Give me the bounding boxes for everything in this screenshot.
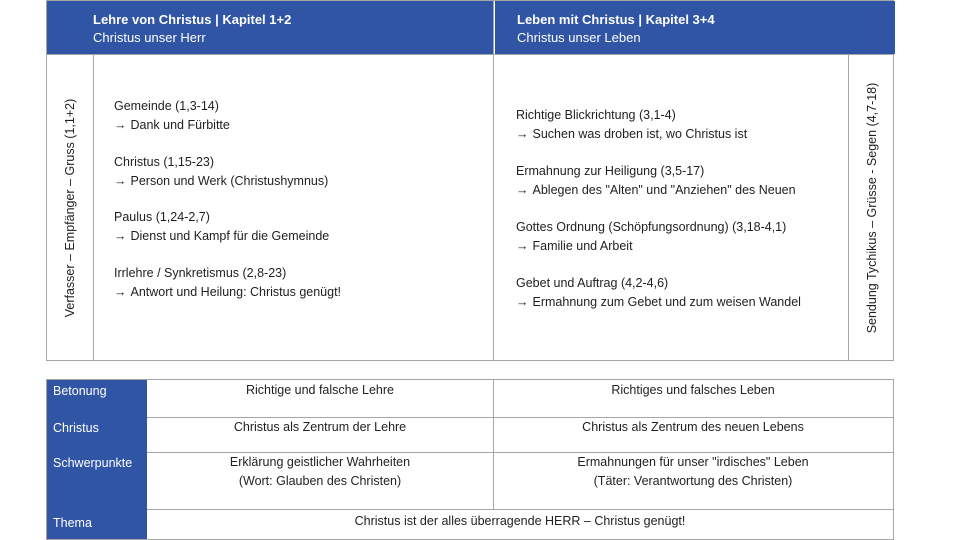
cell-betonung-left: Richtige und falsche Lehre [245,383,394,397]
section-title: Gebet und Auftrag (4,2-4,6) [516,276,669,290]
header-divider [47,54,893,55]
left-section-paulus [114,208,329,246]
left-section-irrlehre [114,264,341,302]
left-section-christus [114,153,328,191]
cell-line: Erklärung geistlicher Wahrheiten [229,455,411,469]
section-title: Gemeinde (1,3-14) [114,99,219,113]
header-right-title: Leben mit Christus | Kapitel 3+4 [517,12,715,27]
row-label-thema: Thema [47,509,147,539]
header-left [47,1,494,54]
side-label-right: Sendung Tychikus – Grüsse - Segen (4,7-18) [865,82,879,334]
arrow-right-icon: → [114,285,127,299]
cell-christus-right: Christus als Zentrum des neuen Lebens [582,420,804,434]
section-detail: → Person und Werk (Christushymnus) [114,174,329,188]
cell-schwerpunkte-right [493,453,893,491]
arrow-right-icon: → [516,183,529,197]
section-title: Ermahnung zur Heiligung (3,5-17) [516,164,705,178]
summary-row-divider [147,509,893,510]
row-label-betonung: Betonung [47,380,147,417]
cell-christus-left: Christus als Zentrum der Lehre [233,420,407,434]
overview-table [46,0,894,361]
header-left-title: Lehre von Christus | Kapitel 1+2 [93,12,292,27]
arrow-right-icon: → [516,295,529,309]
section-title: Christus (1,15-23) [114,155,215,169]
summary-table [46,379,894,540]
right-section-heiligung [516,162,796,200]
right-section-blickrichtung [516,106,747,144]
section-detail: → Familie und Arbeit [516,239,633,253]
row-label-christus: Christus [47,417,147,452]
section-detail: → Suchen was droben ist, wo Christus ist [516,127,748,141]
section-detail: → Antwort und Heilung: Christus genügt! [114,285,342,299]
divider-left-column [93,54,94,360]
cell-line: (Wort: Glauben des Christen) [238,474,402,488]
header-right-subtitle: Christus unser Leben [517,30,641,45]
cell-line: Ermahnungen für unser "irdisches" Leben [577,455,809,469]
section-detail: → Dank und Fürbitte [114,118,230,132]
cell-line: (Täter: Verantwortung des Christen) [593,474,793,488]
header-left-subtitle: Christus unser Herr [93,30,206,45]
right-section-ordnung [516,218,786,256]
arrow-right-icon: → [114,229,127,243]
cell-thema: Christus ist der alles überragende HERR – Christus genügt! [354,514,686,528]
section-detail: → Ermahnung zum Gebet und zum weisen Wandel [516,295,801,309]
section-detail: → Ablegen des "Alten" und "Anziehen" des Neuen [516,183,796,197]
section-title: Paulus (1,24-2,7) [114,210,210,224]
arrow-right-icon: → [516,239,529,253]
arrow-right-icon: → [516,127,529,141]
cell-betonung-right: Richtiges und falsches Leben [611,383,775,397]
section-title: Irrlehre / Synkretismus (2,8-23) [114,266,287,280]
right-section-gebet [516,274,801,312]
cell-schwerpunkte-left [147,453,493,491]
arrow-right-icon: → [114,174,127,188]
header-right [494,1,895,54]
left-section-gemeinde [114,97,230,135]
divider-right-column [848,54,849,360]
section-title: Gottes Ordnung (Schöpfungsordnung) (3,18-4,1) [516,220,787,234]
arrow-right-icon: → [114,118,127,132]
side-label-left: Verfasser – Empfänger – Gruss (1,1+2) [63,98,77,318]
section-detail: → Dienst und Kampf für die Gemeinde [114,229,330,243]
row-label-schwerpunkte: Schwerpunkte [47,452,147,509]
section-title: Richtige Blickrichtung (3,1-4) [516,108,676,122]
